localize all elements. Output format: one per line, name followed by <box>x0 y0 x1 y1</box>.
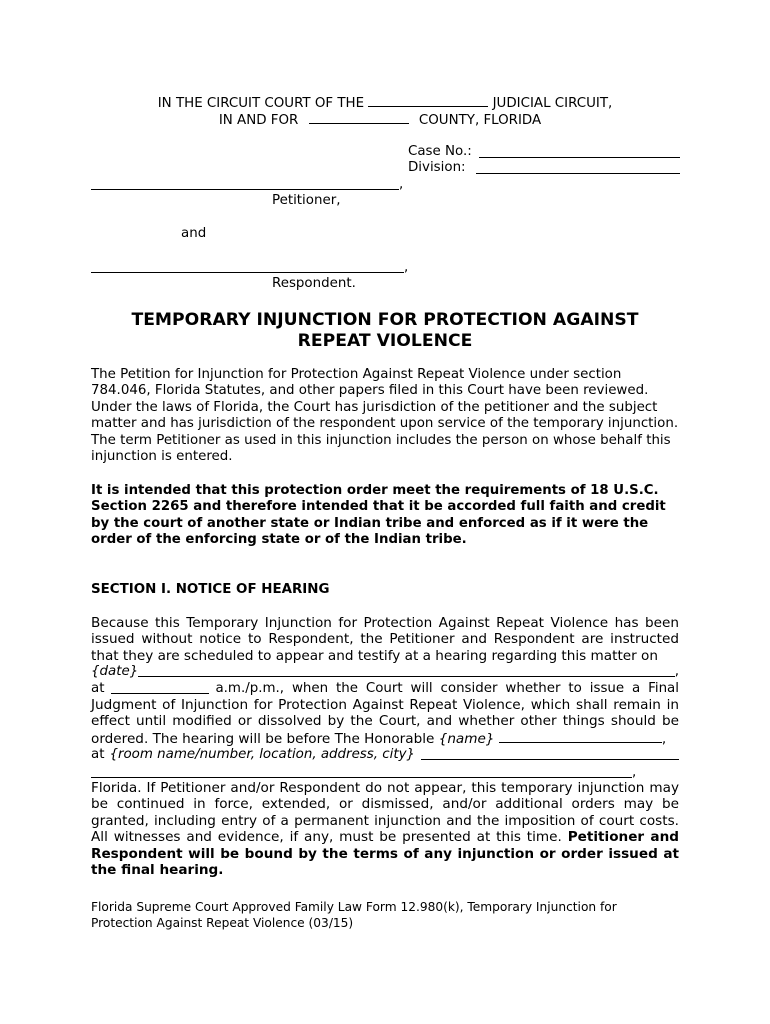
case-no-blank[interactable] <box>479 157 680 158</box>
respondent-label: Respondent. <box>272 276 356 291</box>
hearing-time-blank[interactable] <box>111 693 209 694</box>
hearing-middle-text: Judgment of Injunction for Protection Against Repeat Violence, which shall remain in effect until modified or dissolved by the Court, and whether other things should be ordered. The hearing will be before The Honorable <box>91 697 679 747</box>
judge-name-blank[interactable] <box>499 730 662 743</box>
court-line-prefix: IN THE CIRCUIT COURT OF THE <box>157 96 365 111</box>
name-comma: , <box>661 730 667 747</box>
location-comma: , <box>632 765 637 780</box>
at2-label: at <box>91 747 105 762</box>
hearing-intro-paragraph: Because this Temporary Injunction for Protection Against Repeat Violence has been issued without notice to Respondent, the Petitioner and Respondent are instructed that they are scheduled to appear and testify at a hearing regarding this matter on <box>91 615 679 664</box>
hearing-time-row <box>91 681 679 697</box>
location-row <box>91 747 679 763</box>
full-faith-credit-paragraph: It is intended that this protection order meet the requirements of 18 U.S.C. Section 2265 and therefore intended that it be accorded full faith and credit by the court of another state or Indian tribe and enforced as if it were the order of the enforcing state or of the Indian tribe. <box>91 483 666 548</box>
location-blank[interactable] <box>421 759 679 760</box>
respondent-comma: , <box>404 260 409 275</box>
judicial-circuit-blank[interactable] <box>368 94 488 107</box>
county-line <box>0 111 765 129</box>
at-label: at <box>91 681 105 696</box>
footer-line1: Florida Supreme Court Approved Family Law Form 12.980(k), Temporary Injunction for <box>91 900 617 914</box>
county-line-suffix: COUNTY, FLORIDA <box>418 113 542 128</box>
section-1-heading: SECTION I. NOTICE OF HEARING <box>91 582 330 597</box>
petitioner-comma: , <box>399 177 404 192</box>
date-placeholder: {date} <box>91 664 139 679</box>
footer-line2: Protection Against Repeat Violence (03/15) <box>91 915 354 930</box>
division-label: Division: <box>408 160 466 175</box>
ampm-text: a.m./p.m., when the Court will consider whether to issue a Final <box>215 681 679 696</box>
petitioner-name-blank[interactable] <box>91 189 399 190</box>
form-footer <box>91 900 651 931</box>
division-blank[interactable] <box>476 173 680 174</box>
county-line-prefix: IN AND FOR <box>218 113 299 128</box>
respondent-name-blank[interactable] <box>91 272 404 273</box>
location-blank-continued[interactable] <box>91 777 632 778</box>
court-line <box>0 94 770 112</box>
hearing-date-blank[interactable] <box>138 676 675 677</box>
county-blank[interactable] <box>309 111 409 124</box>
form-title-line1: TEMPORARY INJUNCTION FOR PROTECTION AGAINST <box>131 310 639 330</box>
case-no-label: Case No.: <box>408 144 472 159</box>
hearing-end-text: Florida. If Petitioner and/or Respondent do not appear, this temporary injunction may be continued in force, extended, or dismissed, and/or additional orders may be granted, including entry of a permanent injunction and the imposition of court costs. All witnesses and evidence, if any, must be presented at this time. <box>91 780 679 846</box>
hearing-end-paragraph <box>91 780 679 878</box>
location-placeholder: {room name/number, location, address, city} <box>109 747 416 762</box>
intro-paragraph: The Petition for Injunction for Protection Against Repeat Violence under section 784.046, Florida Statutes, and other papers filed in this Court have been reviewed. Under the laws of Florida, the Court has jurisdiction of the petitioner and the subject matter and has jurisdiction of the respondent upon service of the temporary injunction. The term Petitioner as used in this injunction includes the person on whose behalf this injunction is entered. <box>91 367 679 465</box>
date-comma: , <box>674 664 679 679</box>
hearing-middle-paragraph <box>91 697 679 747</box>
form-title-line2: REPEAT VIOLENCE <box>297 331 473 351</box>
hearing-date-row <box>91 664 679 680</box>
court-line-suffix: JUDICIAL CIRCUIT, <box>492 96 613 111</box>
petitioner-label: Petitioner, <box>272 193 341 208</box>
hearing-end-bold-text: Petitioner and Respondent will be bound by the terms of any injunction or order issued at the final hearing. <box>91 829 679 879</box>
and-label: and <box>181 226 207 241</box>
name-placeholder: {name} <box>438 730 495 747</box>
